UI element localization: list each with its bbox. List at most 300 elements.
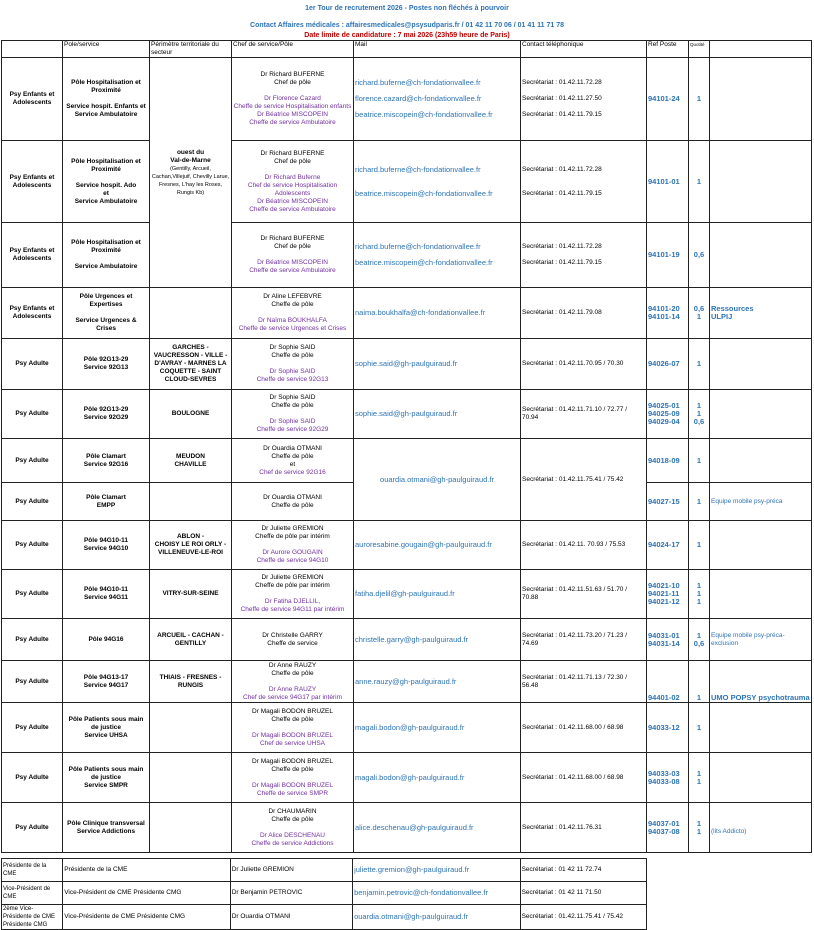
perimeter-line: VILLENEUVE-LE-ROI <box>157 549 223 556</box>
chef-line: Cheffe de service Addictions <box>251 839 334 847</box>
perimeter-line: VAUCRESSON - VILLE - <box>153 352 228 359</box>
email-link[interactable]: magali.bodon@gh-paulguiraud.fr <box>355 722 465 732</box>
ref-poste: 94033-03 <box>648 768 680 778</box>
pole-line: Service Urgences & <box>75 317 137 324</box>
chef-line: Dr Magali BODON BRUZEL <box>252 757 333 765</box>
phone-cell <box>521 390 647 439</box>
note-line: Equipe mobile psy-préca <box>711 497 783 505</box>
pole-cell <box>63 390 150 439</box>
mail-cell <box>354 803 521 853</box>
note-cell <box>710 521 812 570</box>
email-link[interactable]: anne.rauzy@gh-paulguiraud.fr <box>355 676 457 686</box>
mail-cell <box>354 141 521 223</box>
ref-poste: 94027-15 <box>648 496 680 506</box>
header-contact: Contact Affaires médicales : affairesmedicales@psysudparis.fr / 01 42 11 70 06 / 01 41 11 71 78 <box>250 22 564 29</box>
chef-line: Dr Florence Cazard <box>264 95 321 102</box>
cme-row <box>2 859 647 882</box>
quotite-value: 0,6 <box>693 417 705 426</box>
quotite-cell <box>689 703 710 753</box>
phone-line <box>522 87 645 95</box>
ref-cell <box>647 439 689 483</box>
perimeter-cell <box>150 661 232 703</box>
phone-line: Secrétariat : 01.42.11.72.28 <box>522 243 602 250</box>
email-link[interactable]: beatrice.miscopein@ch-fondationvallee.fr <box>355 110 493 119</box>
recruitment-table <box>1 40 812 853</box>
ref-cell <box>647 339 689 390</box>
chef-cell <box>232 223 354 288</box>
sector-cell: Psy Adulte <box>2 339 63 390</box>
cme-title-cell: Vice-Président de CME Présidente CMG <box>63 882 231 905</box>
ref-poste: 94037-08 <box>648 826 680 836</box>
phone-cell <box>521 703 647 753</box>
pole-line: Service 92G29 <box>83 414 129 421</box>
quotite-value: 1 <box>696 359 702 368</box>
quotite-value: 0,6 <box>693 304 705 313</box>
chef-cell <box>232 703 354 753</box>
phone-line: 56.48 <box>522 681 539 689</box>
pole-cell <box>63 483 150 521</box>
quotite-value: 1 <box>696 581 702 590</box>
email-link[interactable]: beatrice.miscopein@ch-fondationvallee.fr <box>355 188 493 198</box>
cme-title-cell: Présidente de la CME <box>63 859 231 882</box>
email-link[interactable]: ouardia.otmani@gh-paulguiraud.fr <box>380 474 494 484</box>
chef-line: Dr Richard BUFERNE <box>260 149 325 157</box>
chef-line: Dr Fatiha DJELLIL, <box>264 598 321 605</box>
chef-line: Dr Sophie SAID <box>269 344 316 351</box>
table-row <box>2 570 812 619</box>
ref-cell <box>647 58 689 141</box>
chef-line: Cheffe de pôle <box>271 765 314 773</box>
header-deadline: Date limite de candidature : 7 mai 2026 (23h59 heure de Paris) <box>304 32 510 39</box>
cme-email-link[interactable]: benjamin.petrovic@ch-fondationvallee.fr <box>353 882 521 905</box>
header-title: 1er Tour de recrutement 2026 - Postes non fléchés à pourvoir <box>305 5 509 12</box>
note-line: Equipe mobile psy-préca- <box>711 631 785 639</box>
ref-cell <box>647 753 689 803</box>
sector-cell: Psy Adulte <box>2 803 63 853</box>
table-row <box>2 619 812 661</box>
chef-line: Cheffe de service <box>267 639 318 647</box>
pole-line: Pôle Urgences et Expertises <box>79 293 133 308</box>
chef-line: Cheffe de pôle <box>271 669 314 677</box>
perimeter-line: CLOUD-SEVRES <box>164 376 217 383</box>
chef-line <box>233 251 352 259</box>
chef-line <box>233 774 352 782</box>
phone-line: Secrétariat : 01.42.11.79.15 <box>522 189 602 197</box>
chef-line: Dr Alice DESCHENAU <box>259 831 325 839</box>
chef-line <box>233 824 352 832</box>
perimeter-line: COQUETTE - SAINT <box>159 368 222 375</box>
sector-cell: Psy Adulte <box>2 570 63 619</box>
email-link[interactable]: alice.deschenau@gh-paulguiraud.fr <box>355 822 474 832</box>
table-row <box>2 753 812 803</box>
ref-cell <box>647 288 689 339</box>
phone-line <box>522 182 645 190</box>
pole-line: Crises <box>96 325 116 332</box>
ref-poste: 94101-19 <box>648 250 680 259</box>
perimeter-line: RUNGIS <box>177 681 204 689</box>
pole-line: Service hospit. Enfants et <box>66 103 146 110</box>
note-line: Ressources <box>711 304 754 313</box>
phone-cell <box>521 753 647 803</box>
mail-cell <box>354 661 521 703</box>
chef-line <box>233 678 352 686</box>
pole-cell <box>63 288 150 339</box>
chef-line <box>233 87 352 95</box>
chef-line: Cheffe de pôle <box>271 452 314 460</box>
note-line: (lits Addicto) <box>711 827 747 835</box>
pole-line: Pôle 94G10-11 <box>83 537 129 544</box>
sector-cell: Psy Enfants et Adolescents <box>2 58 63 141</box>
note-line: exclusion <box>711 639 739 647</box>
chef-line: Cheffe de pôle <box>271 301 314 308</box>
ref-poste: 94101-24 <box>648 94 680 103</box>
email-link[interactable]: florence.cazard@ch-fondationvallee.fr <box>355 94 482 103</box>
perimeter-line: GARCHES - <box>172 344 209 351</box>
perimeter-line: ABLON - <box>176 533 205 540</box>
col-header-sector <box>2 41 63 58</box>
ref-poste: 94018-09 <box>648 455 680 465</box>
ref-poste: 94401-02 <box>648 693 680 702</box>
ref-poste: 94037-01 <box>648 818 680 828</box>
chef-line: Dr Béatrice MISCOPEIN <box>257 111 328 118</box>
note-cell <box>710 439 812 483</box>
table-row <box>2 390 812 439</box>
ref-cell <box>647 619 689 661</box>
quotite-value: 1 <box>696 597 702 606</box>
note-cell <box>710 141 812 223</box>
quotite-value: 1 <box>696 693 702 702</box>
email-link[interactable]: sophie.said@gh-paulguiraud.fr <box>355 359 458 368</box>
chef-cell <box>232 483 354 521</box>
quotite-value: 1 <box>696 409 702 418</box>
quotite-cell <box>689 141 710 223</box>
quotite-value: 1 <box>696 776 702 786</box>
quotite-value: 1 <box>696 768 702 778</box>
phone-line: Secrétariat : 01.42.11.79.08 <box>522 309 602 316</box>
quotite-value: 1 <box>696 94 702 103</box>
ref-cell <box>647 141 689 223</box>
perimeter-cell <box>150 703 232 753</box>
pole-cell <box>63 223 150 288</box>
pole-line: Pôle Hospitalisation et Proximité <box>71 239 141 254</box>
chef-line: Cheffe de service Ambulatoire <box>249 205 336 213</box>
ref-cell <box>647 570 689 619</box>
perimeter-cell <box>150 619 232 661</box>
pole-line: Service 94G10 <box>83 545 129 552</box>
mail-cell <box>354 339 521 390</box>
ref-poste: 94024-17 <box>648 540 680 549</box>
email-link[interactable]: beatrice.miscopein@ch-fondationvallee.fr <box>355 258 493 267</box>
quotite-value: 1 <box>696 722 702 732</box>
chef-line: Cheffe de service 92G29 <box>256 426 329 433</box>
pole-line: Pôle 92G13-29 <box>83 406 129 413</box>
sector-cell: Psy Adulte <box>2 619 63 661</box>
email-link[interactable]: christelle.garry@gh-paulguiraud.fr <box>355 634 469 644</box>
chef-cell <box>232 439 354 483</box>
chef-line: Chef de pôle <box>274 243 311 250</box>
pole-line: Service Ambulatoire <box>74 197 138 205</box>
phone-line: Secrétariat : 01.42.11.75.41 / 75.42 <box>522 475 624 483</box>
phone-line: Secrétariat : 01.42.11.27.50 <box>522 95 602 102</box>
sector-cell: Psy Adulte <box>2 483 63 521</box>
ref-poste: 94101-01 <box>648 176 680 186</box>
chef-cell <box>232 521 354 570</box>
chef-cell <box>232 58 354 141</box>
pole-line: Service SMPR <box>84 781 128 789</box>
chef-line: Dr Juliette GREMION <box>261 574 324 581</box>
sector-cell: Psy Enfants et Adolescents <box>2 141 63 223</box>
chef-cell <box>232 619 354 661</box>
cme-table <box>1 858 647 930</box>
perimeter-cell <box>150 483 232 521</box>
email-link[interactable]: richard.buferne@ch-fondationvallee.fr <box>355 242 481 251</box>
ref-poste: 94101-14 <box>648 312 680 321</box>
col-header-perimeter: Périmètre territoriale du secteur <box>150 41 232 58</box>
chef-cell <box>232 570 354 619</box>
perimeter-cell <box>150 58 232 288</box>
email-link[interactable]: auroresabine.gougain@gh-paulguiraud.fr <box>355 540 492 549</box>
pole-line: Pôle Clinique transversal <box>67 819 145 827</box>
mail-cell <box>354 521 521 570</box>
perimeter-line: BOULOGNE <box>171 410 210 417</box>
chef-line: Dr Ouardia OTMANI <box>263 444 322 452</box>
phone-line: Secrétariat : 01.42.11.72.28 <box>522 79 602 86</box>
cme-email-link[interactable]: ouardia.otmani@gh-paulguiraud.fr <box>353 905 521 930</box>
ref-cell <box>647 483 689 521</box>
cme-name-cell: Dr Juliette GREMION <box>230 859 352 882</box>
quotite-cell <box>689 803 710 853</box>
pole-cell <box>63 141 150 223</box>
pole-cell <box>63 661 150 703</box>
pole-cell <box>63 521 150 570</box>
chef-cell <box>232 288 354 339</box>
cme-name-cell: Dr Benjamin PETROVIC <box>230 882 352 905</box>
pole-cell <box>63 439 150 483</box>
email-link[interactable]: richard.buferne@ch-fondationvallee.fr <box>355 164 481 174</box>
ref-poste: 94025-09 <box>648 409 680 418</box>
mail-cell <box>354 390 521 439</box>
phone-line: Secrétariat : 01.42.11.72.28 <box>522 165 602 173</box>
perimeter-line: ouest du <box>176 148 205 156</box>
table-row <box>2 141 812 223</box>
phone-line: Secrétariat : 01.42.11.68.00 / 68.98 <box>522 723 624 731</box>
chef-line: Chef de service 92G16 <box>259 468 326 476</box>
chef-line: Chef de service Hospitalisation Adolescents <box>247 181 338 197</box>
mail-cell <box>354 223 521 288</box>
ref-cell <box>647 803 689 853</box>
perimeter-line: CHAVILLE <box>174 460 207 468</box>
phone-cell <box>521 570 647 619</box>
perimeter-line: (Gentilly, Arcueil, Cachan,Villejuif, Chevilly Larue, Fresnes, L'hay les Roses, Rungis Kb) <box>151 165 230 196</box>
table-row <box>2 803 812 853</box>
ref-poste: 94029-04 <box>648 417 680 426</box>
pole-line: Pôle Patients sous main de justice <box>68 715 144 731</box>
chef-line: Dr Sophie SAID <box>269 394 316 401</box>
ref-cell <box>647 661 689 703</box>
mail-cell <box>354 288 521 339</box>
ref-cell <box>647 390 689 439</box>
chef-line <box>233 410 352 418</box>
chef-line: Dr Anne RAUZY <box>268 685 317 693</box>
ref-poste: 94031-01 <box>648 630 680 640</box>
chef-line <box>233 590 352 598</box>
chef-cell <box>232 803 354 853</box>
quotite-value: 1 <box>696 826 702 836</box>
pole-line <box>64 255 148 263</box>
chef-line <box>233 309 352 317</box>
phone-line: Secrétariat : 01.42.11.70.95 / 70.30 <box>522 360 624 367</box>
quotite-cell <box>689 661 710 703</box>
email-link[interactable]: naima.boukhalfa@ch-fondationvallee.fr <box>355 308 486 317</box>
table-row <box>2 521 812 570</box>
quotite-value: 1 <box>696 589 702 598</box>
col-header-quotite: Quotité <box>689 41 710 58</box>
chef-line: Cheffe de pôle <box>271 352 314 359</box>
perimeter-cell <box>150 570 232 619</box>
chef-line: Dr Magali BODON BRUZEL <box>252 781 333 789</box>
phone-cell <box>521 661 647 703</box>
phone-line <box>522 174 645 182</box>
pole-line <box>64 309 148 317</box>
chef-line: Cheffe de service Hospitalisation enfants <box>233 103 352 110</box>
phone-line: Secrétariat : 01.42.11. 70.93 / 75.53 <box>522 541 626 548</box>
quotite-cell <box>689 223 710 288</box>
ref-poste: 94031-14 <box>648 638 680 648</box>
quotite-cell <box>689 619 710 661</box>
chef-line: et <box>289 460 296 468</box>
chef-line: Dr Juliette GREMION <box>261 525 324 532</box>
perimeter-cell <box>150 288 232 339</box>
chef-line: Dr Sophie SAID <box>269 418 316 425</box>
cme-email-link[interactable]: juliette.gremion@gh-paulguiraud.fr <box>353 859 521 882</box>
chef-cell <box>232 141 354 223</box>
phone-cell <box>521 58 647 141</box>
quotite-value: 1 <box>696 176 702 186</box>
table-row <box>2 661 812 703</box>
table-row <box>2 58 812 141</box>
chef-line: Dr Christelle GARRY <box>262 631 323 639</box>
chef-line: Cheffe de pôle <box>271 501 314 509</box>
email-link[interactable]: fatiha.djelil@gh-paulguiraud.fr <box>355 589 455 598</box>
spacer <box>355 174 519 182</box>
ref-poste: 94101-20 <box>648 304 680 313</box>
chef-line <box>233 360 352 368</box>
quotite-cell <box>689 58 710 141</box>
perimeter-line: D'AVRAY - MARNES LA <box>154 360 227 367</box>
mail-cell <box>354 753 521 803</box>
quotite-value: 1 <box>696 540 702 549</box>
perimeter-line: GENTILLY <box>174 639 207 647</box>
phone-line: Secrétariat : 01.42.11.71.10 / 72.77 / <box>522 406 628 413</box>
ref-poste: 94021-10 <box>648 581 680 590</box>
table-row <box>2 339 812 390</box>
perimeter-cell <box>150 521 232 570</box>
quotite-value: 1 <box>696 312 702 321</box>
ref-cell <box>647 223 689 288</box>
note-cell <box>710 223 812 288</box>
chef-line: Dr Béatrice MISCOPEIN <box>257 259 328 266</box>
note-line: UMO POPSY psychotrauma <box>711 693 810 702</box>
phone-line: Secrétariat : 01.42.11.71.13 / 72.30 / <box>522 673 628 681</box>
phone-cell <box>521 439 647 521</box>
ref-poste: 94021-11 <box>648 589 680 598</box>
note-cell <box>710 661 812 703</box>
chef-line: Dr Magali BODON BRUZEL <box>252 731 333 739</box>
phone-cell <box>521 521 647 570</box>
table-row <box>2 223 812 288</box>
mail-cell <box>354 439 521 521</box>
perimeter-line: THIAIS - FRESNES - <box>159 673 222 681</box>
phone-line: Secrétariat : 01.42.11.73.20 / 71.23 / <box>522 631 628 639</box>
chef-line: Dr Richard BUFERNE <box>260 235 325 242</box>
pole-line: Pôle Clamart <box>86 493 126 501</box>
mail-cell <box>354 619 521 661</box>
chef-line: Cheffe de service 94G10 <box>256 557 329 564</box>
pole-line: Service 94G17 <box>83 681 129 689</box>
perimeter-line: Val-de-Marne <box>170 156 211 164</box>
chef-line: Cheffe de pôle par intérim <box>255 582 330 589</box>
sector-cell: Psy Adulte <box>2 521 63 570</box>
pole-line: Pôle Clamart <box>86 452 126 460</box>
chef-line: Dr CHAUMARIN <box>268 807 317 815</box>
col-header-phone: Contact téléphonique <box>521 41 647 58</box>
chef-line <box>233 166 352 174</box>
cme-phone-cell: Secrétariat : 01 42 11 72.74 <box>520 859 646 882</box>
note-line <box>711 820 810 828</box>
chef-line: Dr Anne RAUZY <box>268 661 317 669</box>
pole-line: Service hospit. Ado <box>75 181 137 189</box>
pole-line: Pôle 94G10-11 <box>83 586 129 593</box>
email-link[interactable]: sophie.said@gh-paulguiraud.fr <box>355 409 458 418</box>
chef-line: Cheffe de service Ambulatoire <box>249 267 336 274</box>
quotite-value: 0,6 <box>693 250 705 259</box>
phone-line: Secrétariat : 01.42.11.76.31 <box>522 823 602 831</box>
pole-line: Service Ambulatoire <box>74 263 138 270</box>
note-cell <box>710 619 812 661</box>
chef-line <box>233 724 352 732</box>
pole-cell <box>63 58 150 141</box>
chef-line: Cheffe de service 94G11 par intérim <box>240 606 345 613</box>
email-link[interactable]: magali.bodon@gh-paulguiraud.fr <box>355 772 465 782</box>
note-cell <box>710 703 812 753</box>
pole-line: Service 92G13 <box>83 364 129 371</box>
quotite-cell <box>689 288 710 339</box>
chef-line: Chef de pôle <box>274 157 311 165</box>
chef-cell <box>232 339 354 390</box>
perimeter-cell <box>150 439 232 483</box>
ref-poste: 94026-07 <box>648 359 680 368</box>
sector-cell: Psy Adulte <box>2 661 63 703</box>
quotite-cell <box>689 390 710 439</box>
phone-line: Secrétariat : 01.42.11.79.15 <box>522 111 602 118</box>
email-link[interactable]: richard.buferne@ch-fondationvallee.fr <box>355 78 481 87</box>
chef-line: Chef de service 94G17 par intérim <box>243 693 342 701</box>
quotite-value: 1 <box>696 401 702 410</box>
cme-role-cell: Vice-Président de CME <box>2 882 63 905</box>
quotite-cell <box>689 339 710 390</box>
chef-line: Dr Béatrice MISCOPEIN <box>257 197 328 205</box>
pole-line: Service Ambulatoire <box>74 111 138 118</box>
pole-line: Service Addictions <box>76 827 136 835</box>
chef-line: Chef de service UHSA <box>259 739 326 747</box>
chef-line: Dr Richard BUFERNE <box>260 71 325 78</box>
perimeter-cell <box>150 339 232 390</box>
phone-cell <box>521 288 647 339</box>
phone-line: 70.88 <box>522 594 539 601</box>
cme-title-cell: Vice-Présidente de CME Présidente CMG <box>63 905 231 930</box>
sector-cell: Psy Adulte <box>2 390 63 439</box>
pole-line: Service 92G16 <box>83 460 129 468</box>
